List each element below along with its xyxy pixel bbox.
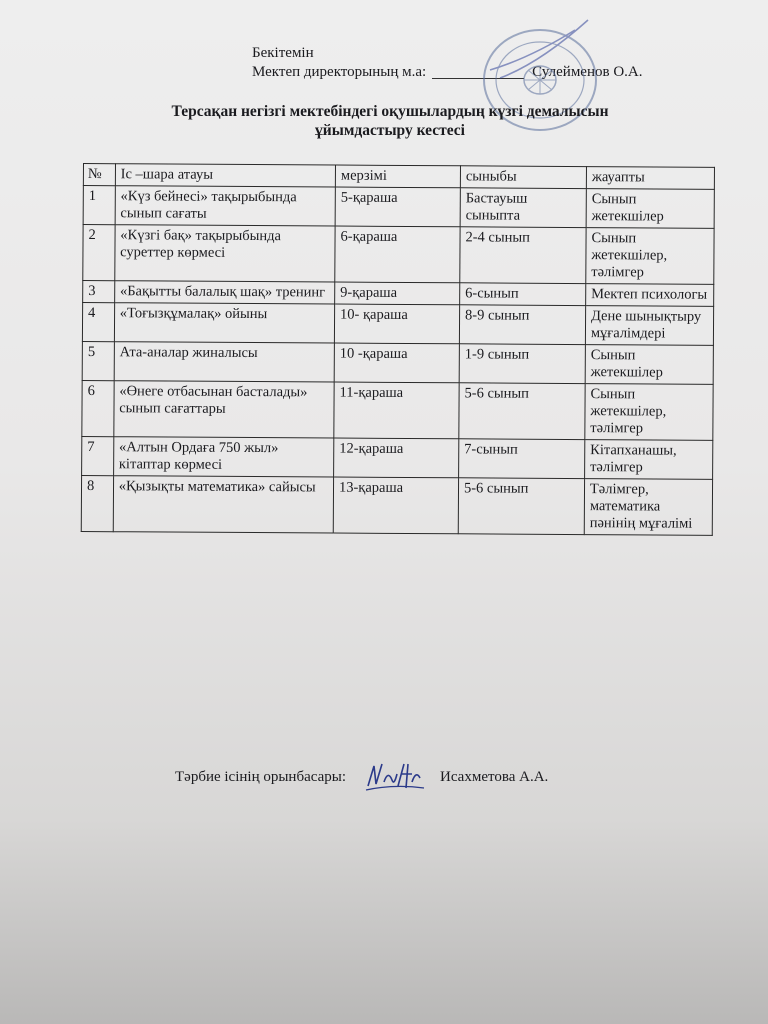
cell-date: 11-қараша xyxy=(334,382,459,439)
cell-date: 12-қараша xyxy=(334,438,459,478)
cell-event: «Бақытты балалық шақ» тренинг xyxy=(114,281,334,304)
header-class: сыныбы xyxy=(460,166,586,189)
cell-event: «Күз бейнесі» тақырыбында сынып сағаты xyxy=(115,186,335,226)
cell-number: 5 xyxy=(82,341,114,380)
cell-date: 6-қараша xyxy=(335,226,460,283)
cell-responsible: Кітапханашы, тәлімгер xyxy=(585,440,713,480)
cell-responsible: Сынып жетекшілер, тәлімгер xyxy=(586,228,714,285)
cell-event: «Тоғызқұмалақ» ойыны xyxy=(114,303,334,343)
cell-responsible: Сынып жетекшілер xyxy=(585,345,713,385)
deputy-signature-line xyxy=(175,760,548,794)
cell-class: Бастауыш сыныпта xyxy=(460,188,586,228)
approval-director-name: Сулейменов О.А. xyxy=(532,64,643,80)
cell-class: 2-4 сынып xyxy=(460,227,586,284)
cell-date: 9-қараша xyxy=(335,282,460,305)
cell-class: 5-6 сынып xyxy=(459,383,585,440)
cell-number: 8 xyxy=(81,475,113,531)
approval-heading: Бекітемін xyxy=(252,45,314,61)
title-line-1: Терсақан негізгі мектебіндегі оқушылардың күзгі демалысын xyxy=(171,103,609,120)
table-row xyxy=(82,436,713,479)
header-responsible: жауапты xyxy=(586,167,714,190)
cell-number: 7 xyxy=(82,436,114,475)
approval-director-title: Мектеп директорының м.а: xyxy=(252,64,427,80)
deputy-name: Исахметова А.А. xyxy=(440,768,549,785)
document-title xyxy=(100,102,680,140)
cell-responsible: Дене шынықтыру мұғалімдері xyxy=(585,306,713,346)
cell-class: 5-6 сынып xyxy=(458,478,584,535)
cell-number: 6 xyxy=(82,380,114,436)
cell-date: 10 -қараша xyxy=(334,343,459,383)
cell-number: 4 xyxy=(82,303,114,342)
cell-event: «Күзгі бақ» тақырыбында суреттер көрмесі xyxy=(115,225,336,282)
cell-number: 1 xyxy=(83,186,115,225)
cell-number: 2 xyxy=(83,225,115,281)
cell-class: 1-9 сынып xyxy=(459,344,585,384)
header-date: мерзімі xyxy=(335,165,460,188)
cell-class: 6-сынып xyxy=(460,283,586,306)
cell-responsible: Тәлімгер, математика пәнінің мұғалімі xyxy=(584,479,712,536)
table-row xyxy=(82,341,713,384)
cell-date: 10- қараша xyxy=(334,304,459,344)
table-row xyxy=(83,225,714,285)
cell-responsible: Сынып жетекшілер, тәлімгер xyxy=(585,384,713,441)
cell-event: «Алтын Ордаға 750 жыл» кітаптар көрмесі xyxy=(113,437,333,477)
table-row xyxy=(82,303,713,346)
cell-responsible: Мектеп психологы xyxy=(586,284,714,307)
cell-class: 7-сынып xyxy=(459,439,585,479)
cell-event: Ата-аналар жиналысы xyxy=(114,342,334,382)
cell-responsible: Сынып жетекшілер xyxy=(586,189,714,229)
cell-class: 8-9 сынып xyxy=(459,305,585,345)
cell-event: «Өнеге отбасынан басталады» сынып сағаттары xyxy=(114,381,335,438)
schedule-table xyxy=(81,163,715,536)
header-event: Іс –шара атауы xyxy=(115,164,335,187)
handwritten-signature-icon xyxy=(364,760,426,794)
deputy-role: Тәрбие ісінің орынбасары: xyxy=(175,768,346,785)
cell-number: 3 xyxy=(83,281,115,303)
table-row xyxy=(82,380,713,440)
cell-date: 5-қараша xyxy=(335,187,460,227)
table-row xyxy=(81,475,712,535)
header-number: № xyxy=(83,164,115,186)
cell-date: 13-қараша xyxy=(333,477,458,534)
title-line-2: ұйымдастыру кестесі xyxy=(315,122,465,139)
cell-event: «Қызықты математика» сайысы xyxy=(113,476,334,533)
table-row xyxy=(83,186,714,229)
